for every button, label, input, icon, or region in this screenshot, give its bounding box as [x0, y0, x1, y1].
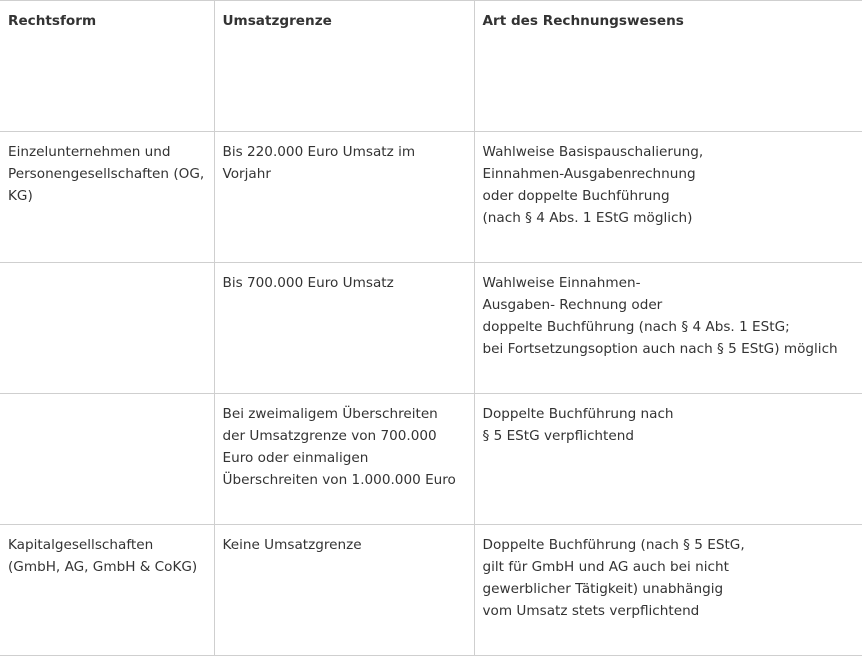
cell-rechtsform [0, 132, 214, 263]
cell-umsatzgrenze [214, 525, 474, 656]
cell-text-line: Doppelte Buchführung (nach § 5 EStG, [482, 537, 745, 553]
cell-text-line: KG) [8, 188, 33, 204]
cell-text-line: doppelte Buchführung (nach § 4 Abs. 1 EStG; [482, 319, 790, 335]
cell-rechtsform [0, 394, 214, 525]
cell-umsatzgrenze [214, 263, 474, 394]
cell-text-line: Keine Umsatzgrenze [222, 537, 362, 553]
table-header-row [0, 1, 862, 132]
table-row [0, 263, 862, 394]
cell-umsatzgrenze [214, 394, 474, 525]
table-row [0, 132, 862, 263]
cell-text-line: (nach § 4 Abs. 1 EStG möglich) [482, 210, 693, 226]
header-rechnungswesen: Art des Rechnungswesens [474, 1, 862, 132]
cell-text-line: bei Fortsetzungsoption auch nach § 5 EStG) möglich [482, 341, 838, 357]
cell-text-line: Bei zweimaligem Überschreiten [222, 406, 438, 422]
cell-text-line: Ausgaben- Rechnung oder [482, 297, 663, 313]
cell-umsatzgrenze [214, 132, 474, 263]
cell-text-line: Einnahmen-Ausgabenrechnung [482, 166, 696, 182]
cell-text-line: § 5 EStG verpflichtend [482, 428, 634, 444]
cell-rechnungswesen [474, 263, 862, 394]
cell-rechnungswesen [474, 525, 862, 656]
cell-text-line: Kapitalgesellschaften [8, 537, 154, 553]
cell-text-line: Einzelunternehmen und [8, 144, 171, 160]
table-body [0, 1, 862, 656]
cell-text-line: Wahlweise Einnahmen- [482, 275, 641, 291]
cell-text-line: Bis 700.000 Euro Umsatz [222, 275, 394, 291]
header-umsatzgrenze: Umsatzgrenze [214, 1, 474, 132]
cell-text-line: gilt für GmbH und AG auch bei nicht [482, 559, 729, 575]
cell-text-line: vom Umsatz stets verpflichtend [482, 603, 700, 619]
cell-text-line: oder doppelte Buchführung [482, 188, 670, 204]
cell-text-line: Wahlweise Basispauschalierung, [482, 144, 704, 160]
table-row [0, 525, 862, 656]
cell-rechnungswesen [474, 394, 862, 525]
cell-text-line: Überschreiten von 1.000.000 Euro [222, 472, 456, 488]
cell-rechtsform [0, 263, 214, 394]
cell-text-line: der Umsatzgrenze von 700.000 [222, 428, 437, 444]
cell-rechtsform [0, 525, 214, 656]
cell-text-line: Doppelte Buchführung nach [482, 406, 674, 422]
table-row [0, 394, 862, 525]
cell-text-line: Personengesellschaften (OG, [8, 166, 205, 182]
cell-text-line: Euro oder einmaligen [222, 450, 369, 466]
header-rechtsform: Rechtsform [0, 1, 214, 132]
cell-text-line: (GmbH, AG, GmbH & CoKG) [8, 559, 198, 575]
cell-text-line: Vorjahr [222, 166, 271, 182]
cell-text-line: Bis 220.000 Euro Umsatz im [222, 144, 416, 160]
cell-text-line: gewerblicher Tätigkeit) unabhängig [482, 581, 724, 597]
cell-rechnungswesen [474, 132, 862, 263]
